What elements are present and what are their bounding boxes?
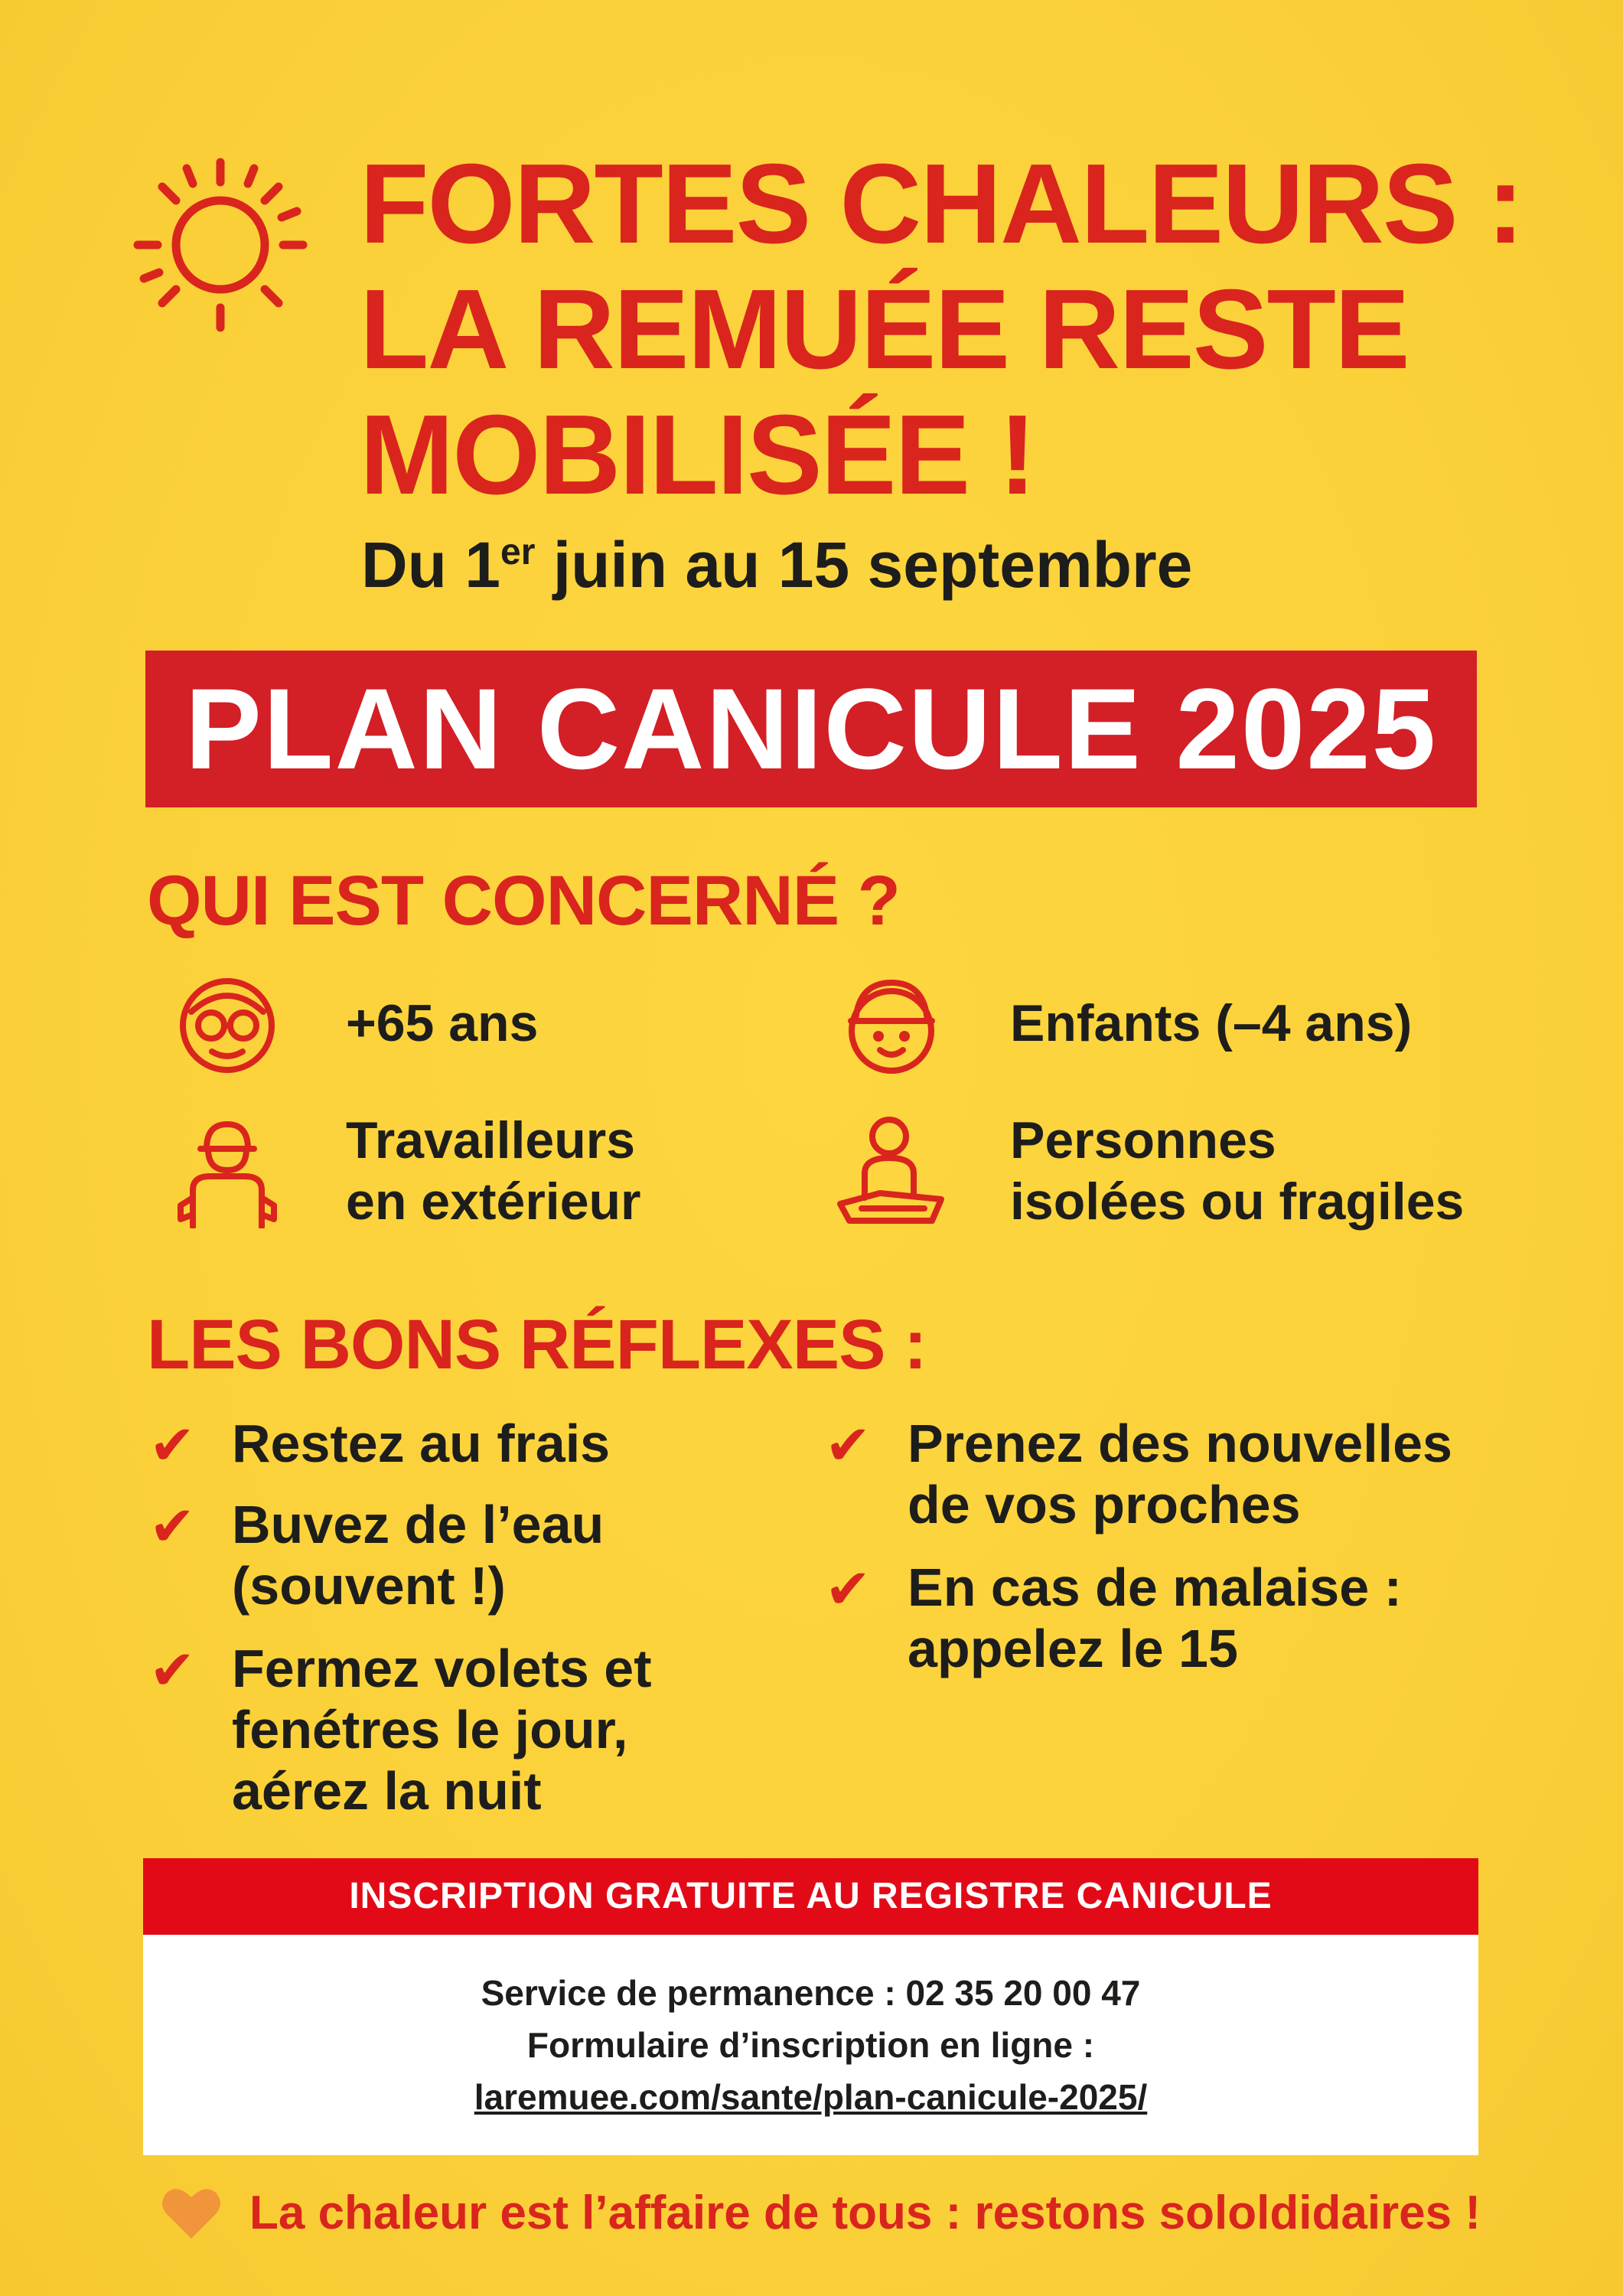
headline-line-2: LA REMUÉE RESTE [360,266,1409,393]
reflex-text: Prenez des nouvelles de vos proches [908,1414,1452,1534]
group-outdoor-workers [170,1110,641,1232]
reflex-item [149,1494,604,1616]
worker-icon [170,1114,285,1228]
checkmark-icon: ✔ [149,1496,196,1557]
registry-header: INSCRIPTION GRATUITE AU REGISTRE CANICULE [143,1858,1478,1935]
child-icon [834,966,949,1081]
plan-canicule-banner: PLAN CANICULE 2025 [145,651,1477,807]
elderly-person-icon [170,966,285,1081]
phone-line: Service de permanence : 02 35 20 00 47 [481,1973,1141,2013]
reflex-item [149,1413,610,1474]
headline-line-1: FORTES CHALEURS : [360,141,1523,267]
reflex-text: En cas de malaise : appelez le 15 [908,1557,1402,1678]
registration-link[interactable]: laremuee.com/sante/plan-canicule-2025/ [474,2077,1148,2117]
group-label: Enfants (–4 ans) [1010,994,1413,1052]
group-isolated-people [834,1110,1464,1232]
date-suffix: juin au 15 septembre [535,529,1193,601]
checkmark-icon: ✔ [825,1559,872,1620]
date-prefix: Du 1 [361,529,501,601]
group-label: +65 ans [346,994,539,1052]
checkmark-icon: ✔ [149,1415,196,1476]
group-elderly [170,966,538,1081]
reflexes-section-title: LES BONS RÉFLEXES : [147,1306,927,1384]
who-section-title: QUI EST CONCERNÉ ? [147,862,900,940]
reflex-text: Restez au frais [232,1414,611,1473]
reflex-text: Fermez volets et fenétres le jour, aérez la nuit [232,1639,652,1821]
group-label: Travailleurs en extérieur [346,1111,641,1231]
footer-slogan: La chaleur est l’affaire de tous : restons sololdidaires ! [249,2186,1481,2239]
footer [161,2185,1481,2240]
headline [360,141,1523,518]
reflex-text: Buvez de l’eau (souvent !) [232,1495,605,1616]
checkmark-icon: ✔ [149,1640,196,1701]
registry-info [143,1935,1478,2155]
checkmark-icon: ✔ [825,1415,872,1476]
headline-line-3: MOBILISÉE ! [360,392,1035,518]
date-ordinal: er [500,532,536,572]
isolated-person-icon [834,1114,949,1228]
group-children [834,966,1412,1081]
form-line: Formulaire d’inscription en ligne : [526,2025,1095,2065]
heart-icon [161,2185,222,2240]
reflex-item [825,1413,1452,1535]
sun-icon [129,153,312,337]
reflex-item [825,1557,1402,1679]
group-label: Personnes isolées ou fragiles [1010,1111,1465,1231]
date-range [361,528,1192,602]
reflex-item [149,1638,652,1821]
